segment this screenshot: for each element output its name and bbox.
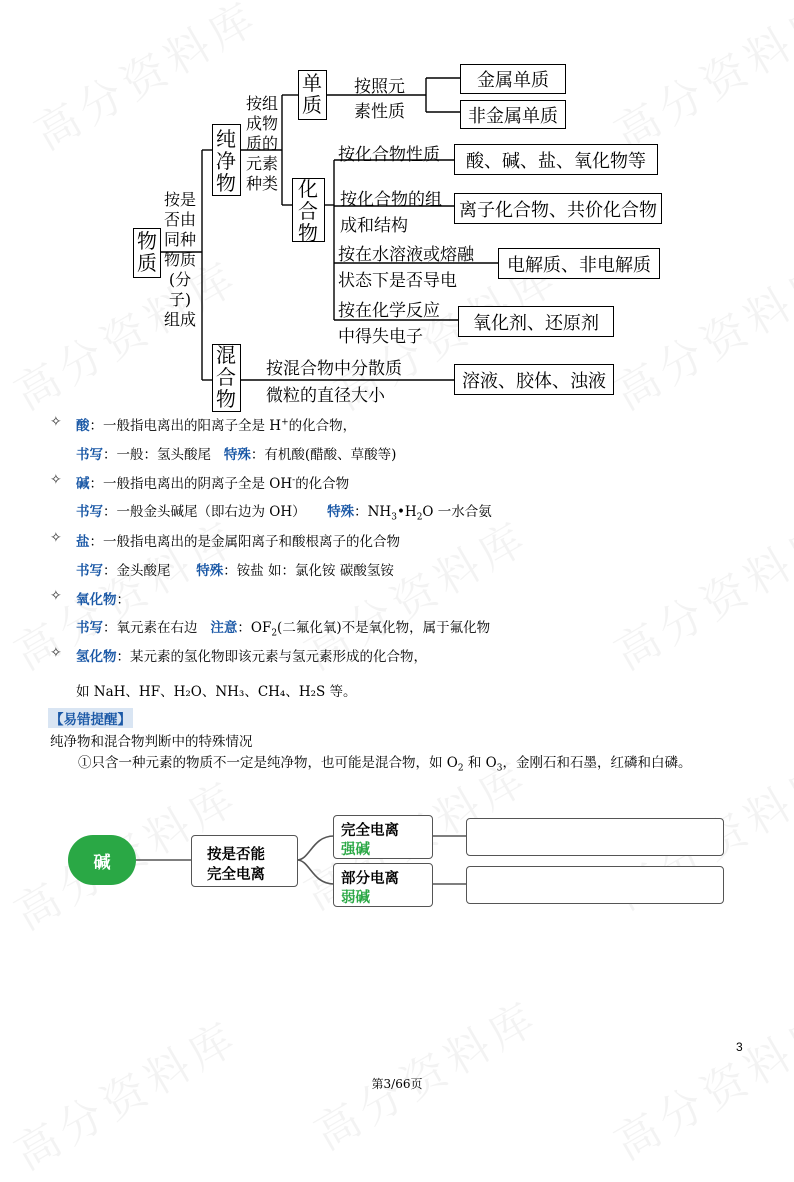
page-corner-number: 3 (736, 1040, 743, 1054)
tip-title: 【易错提醒】 (48, 708, 133, 728)
compound-label: 化合物 (298, 177, 318, 245)
mixture-criterion-2: 微粒的直径大小 (266, 386, 385, 406)
pure-substance-label: 纯净物 (216, 127, 236, 195)
watermark (301, 982, 550, 1162)
watermark (601, 502, 794, 682)
compound-result-3: 电解质、非电解质 (507, 254, 651, 276)
metal-label: 金属单质 (477, 70, 549, 91)
diamond-bullet-icon: ✧ (50, 472, 62, 488)
hydride-definition: 氢化物：某元素的氢化物即该元素与氢元素形成的化合物， (76, 649, 427, 665)
root-label: 物质 (137, 229, 157, 275)
base-writing: 书写：一般金头碱尾（即右边为 OH） 特殊：$NH_3•H_2O$ 一水合氨 (76, 504, 492, 523)
mixture-criterion-1: 按混合物中分散质 (266, 359, 402, 379)
compound-criterion-2b: 成和结构 (340, 216, 408, 236)
mindmap-root-label: 碱 (93, 852, 111, 873)
compound-criterion-2a: 按化合物的组 (340, 190, 442, 210)
base-definition: 碱：一般指电离出的阴离子全是 OH-的化合物 (76, 475, 350, 492)
mindmap-branch-1-sub: 强碱 (341, 842, 370, 858)
mindmap-criterion-line-1: 按是否能 (207, 847, 265, 863)
root-criterion: 按是 否由 同种 物质 (分子) 组成 (163, 190, 196, 329)
compound-result-4: 氧化剂、还原剂 (473, 312, 599, 334)
oxide-writing: 书写：氧元素在右边 注意：$OF_2$(二氟化氧)不是氧化物，属于氟化物 (76, 620, 491, 639)
mixture-label: 混合物 (216, 343, 236, 411)
mindmap-answer-2[interactable] (466, 866, 724, 904)
diamond-bullet-icon: ✧ (50, 588, 62, 604)
pure-criterion: 按组 成物 质的 元素 种类 (245, 94, 278, 193)
tip-line-1: 纯净物和混合物判断中的特殊情况 (50, 734, 253, 750)
diamond-bullet-icon: ✧ (50, 414, 62, 430)
mindmap-answer-1[interactable] (466, 818, 724, 856)
tip-line-2: ①只含一种元素的物质不一定是纯净物，也可能是混合物，如 $O_2$ 和 $O_3$，金刚石和石墨，红磷和白磷。 (78, 755, 692, 774)
compound-criterion-4a: 按在化学反应 (338, 301, 440, 321)
elemental-criterion-1: 按照元 (354, 77, 405, 97)
hydride-examples: 如 NaH、HF、H₂O、NH₃、CH₄、H₂S 等。 (76, 684, 357, 700)
diamond-bullet-icon: ✧ (50, 645, 62, 661)
salt-writing: 书写：金头酸尾 特殊：铵盐 如：氯化铵 碳酸氢铵 (76, 563, 394, 579)
compound-criterion-3b: 状态下是否导电 (338, 271, 457, 291)
mindmap-branch-1-title: 完全电离 (341, 823, 399, 839)
compound-result-1: 酸、碱、盐、氧化物等 (466, 150, 646, 172)
elemental-label: 单质 (302, 71, 322, 117)
mixture-result: 溶液、胶体、浊液 (462, 370, 606, 392)
elemental-criterion-2: 素性质 (354, 102, 405, 122)
compound-criterion-4b: 中得失电子 (338, 327, 423, 347)
salt-definition: 盐：一般指电离出的是金属阳离子和酸根离子的化合物 (76, 534, 400, 550)
page-footer: 第3/66页 (371, 1077, 423, 1091)
acid-term: 酸 (76, 418, 90, 434)
mindmap-criterion-line-2: 完全电离 (207, 867, 265, 883)
acid-writing: 书写：一般：氢头酸尾 特殊：有机酸(醋酸、草酸等) (76, 447, 397, 463)
nonmetal-label: 非金属单质 (468, 105, 558, 127)
compound-criterion-1: 按化合物性质 (338, 145, 440, 165)
mindmap-branch-2-sub: 弱碱 (341, 890, 370, 906)
diamond-bullet-icon: ✧ (50, 530, 62, 546)
mindmap-branch-2-title: 部分电离 (341, 871, 399, 887)
compound-result-2: 离子化合物、共价化合物 (459, 199, 657, 221)
compound-criterion-3a: 按在水溶液或熔融 (338, 245, 474, 265)
acid-definition: 酸：一般指电离出的阳离子全是 H+的化合物， (76, 417, 357, 434)
oxide-definition: 氧化物： (76, 592, 130, 608)
